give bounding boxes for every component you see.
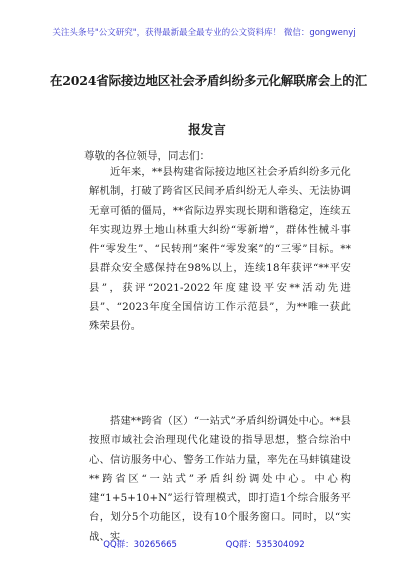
footer-qq-group-2: QQ群：535304092 bbox=[225, 540, 305, 550]
footer-contact bbox=[0, 538, 408, 550]
body-paragraph-2: 搭建**跨省（区）“一站式”矛盾纠纷调处中心。**县按照市域社会治理现代化建设的指导思想，整合综治中心、信访服务中心、警务工作站力量，率先在马蚌镇建设**跨省区“一站式”矛盾纠纷调处中心。中心构建“1+5+10+N”运行管理模式，即打造1个综合服务平台，划分5个功能区，设有10个服务窗口。同时，以“实战、实 bbox=[89, 415, 351, 543]
document-title-line-2: 报发言 bbox=[188, 122, 226, 137]
greeting: 尊敬的各位领导，同志们： bbox=[84, 150, 210, 162]
footer-qq-group-1: QQ群：30265665 bbox=[103, 540, 177, 550]
body-paragraph-1: 近年来，**县构建省际接边地区社会矛盾纠纷多元化解机制，打破了跨省区民间矛盾纠纷无人牵头、无法协调无章可循的僵局，**省际边界实现长期和谐稳定，连续五年实现边界土地山林重大纠纷“零新增”，群体性械斗事件“零发生”、“民转刑”案件“零发案”的“三零”目标。**县群众安全感保持在98%以上，连续18年获评“**平安县”，获评“2021-2022年度建设平安**活动先进县”、“2023年度全国信访工作示范县”，为**唯一获此殊荣县份。 bbox=[89, 166, 351, 333]
header-promo-note: 关注头条号"公文研究"，获得最新最全最专业的公文资料库！ 微信：gongwenyj bbox=[52, 28, 356, 38]
document-title-line-1: 在2024省际接边地区社会矛盾纠纷多元化解联席会上的汇 bbox=[50, 73, 367, 88]
